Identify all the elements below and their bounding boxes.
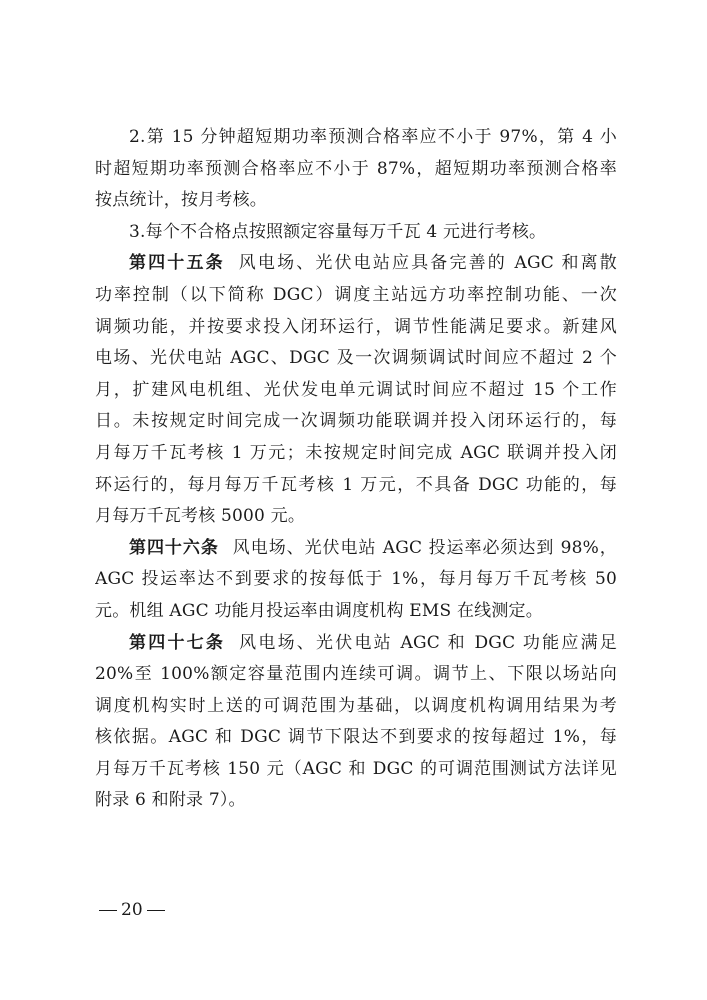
- article-46-first-line: [95, 533, 617, 565]
- article-text: 风电场、光伏电站 AGC 投运率必须达到 98%，: [232, 537, 617, 558]
- article-number: 第四十六条: [129, 537, 219, 558]
- article-number: 第四十七条: [129, 632, 226, 653]
- article-45-first-line: [95, 248, 617, 280]
- article-47-first-line: [95, 628, 617, 660]
- article-text: 风电场、光伏电站 AGC 和 DGC 功能应满足: [239, 632, 617, 653]
- paragraph-line: 附录 6 和附录 7）。: [95, 790, 246, 811]
- paragraph-line: 月，扩建风电机组、光伏发电单元调试时间应不超过 15 个工作: [95, 379, 617, 400]
- paragraph-line: 调度机构实时上送的可调范围为基础，以调度机构调用结果为考: [95, 695, 617, 716]
- paragraph-line: 2.第 15 分钟超短期功率预测合格率应不小于 97%，第 4 小: [129, 127, 617, 147]
- paragraph-line: 月每万千瓦考核 1 万元；未按规定时间完成 AGC 联调并投入闭: [95, 442, 617, 463]
- article-text: 风电场、光伏电站应具备完善的 AGC 和离散: [238, 253, 617, 274]
- dash-left: [99, 910, 117, 912]
- paragraph-line: 功率控制（以下简称 DGC）调度主站远方功率控制功能、一次: [95, 284, 617, 305]
- dash-right: [147, 910, 165, 912]
- page-number: [95, 898, 169, 922]
- paragraph-line: AGC 投运率达不到要求的按每低于 1%，每月每万千瓦考核 50: [95, 569, 617, 590]
- paragraph-line: 20%至 100%额定容量范围内连续可调。调节上、下限以场站向: [95, 664, 617, 685]
- paragraph-line: 按点统计，按月考核。: [95, 190, 267, 211]
- paragraph-line: 月每万千瓦考核 150 元（AGC 和 DGC 的可调范围测试方法详见: [95, 758, 617, 779]
- paragraph-line: 3.每个不合格点按照额定容量每万千瓦 4 元进行考核。: [129, 221, 547, 242]
- paragraph-line: 日。未按规定时间完成一次调频功能联调并投入闭环运行的，每: [95, 411, 617, 432]
- paragraph-line: 环运行的，每月每万千瓦考核 1 万元，不具备 DGC 功能的，每: [95, 474, 617, 495]
- paragraph-line: 元。机组 AGC 功能月投运率由调度机构 EMS 在线测定。: [95, 600, 543, 621]
- paragraph-line: 调频功能，并按要求投入闭环运行，调节性能满足要求。新建风: [95, 316, 617, 337]
- paragraph-line: 核依据。AGC 和 DGC 调节下限达不到要求的按每超过 1%，每: [95, 727, 617, 748]
- paragraph-line: 月每万千瓦考核 5000 元。: [95, 506, 306, 527]
- paragraph-line: 时超短期功率预测合格率应不小于 87%，超短期功率预测合格率: [95, 158, 617, 179]
- article-number: 第四十五条: [129, 253, 225, 274]
- paragraph-line: 电场、光伏电站 AGC、DGC 及一次调频调试时间应不超过 2 个: [95, 348, 617, 369]
- document-body: [95, 122, 617, 817]
- page-number-value: 20: [121, 900, 143, 920]
